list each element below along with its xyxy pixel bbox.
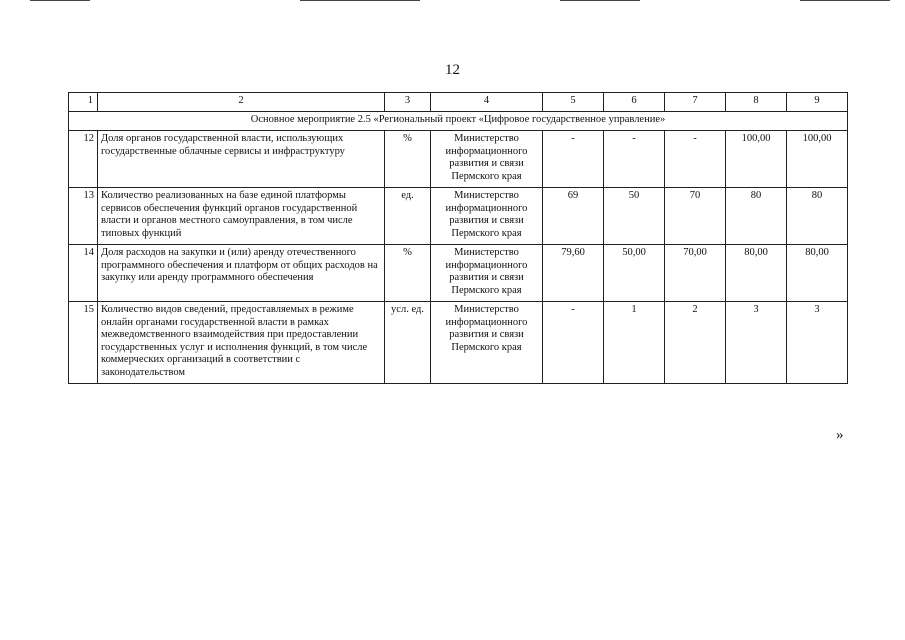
value-cell: 70,00 — [665, 245, 726, 302]
header-cell: 4 — [431, 93, 543, 112]
value-cell: - — [543, 131, 604, 188]
section-title: Основное мероприятие 2.5 «Региональный проект «Цифровое государственное управление» — [69, 112, 848, 131]
indicator-name: Доля органов государственной власти, использующих государственные облачные сервисы и инфраструктуру — [98, 131, 385, 188]
header-cell: 1 — [69, 93, 98, 112]
value-cell: 80,00 — [787, 245, 848, 302]
unit-cell: ед. — [385, 188, 431, 245]
table-row — [69, 302, 848, 384]
table-row — [69, 245, 848, 302]
value-cell: 70 — [665, 188, 726, 245]
header-cell: 8 — [726, 93, 787, 112]
value-cell: 2 — [665, 302, 726, 384]
scan-edge-line — [30, 0, 90, 1]
value-cell: 50,00 — [604, 245, 665, 302]
unit-cell: % — [385, 245, 431, 302]
header-cell: 9 — [787, 93, 848, 112]
row-number: 12 — [69, 131, 98, 188]
row-number: 14 — [69, 245, 98, 302]
scan-edge-line — [560, 0, 640, 1]
unit-cell: % — [385, 131, 431, 188]
table-row — [69, 131, 848, 188]
scan-edge-line — [800, 0, 890, 1]
indicator-name: Доля расходов на закупки и (или) аренду отечественного программного обеспечения и платформ от общих расходов на закупку или аренду программного обеспечения — [98, 245, 385, 302]
header-cell: 7 — [665, 93, 726, 112]
value-cell: - — [543, 302, 604, 384]
scan-edge-line — [300, 0, 420, 1]
section-row — [69, 112, 848, 131]
executor-cell: Министерство информационного развития и связи Пермского края — [431, 188, 543, 245]
value-cell: - — [665, 131, 726, 188]
table-row — [69, 188, 848, 245]
header-cell: 6 — [604, 93, 665, 112]
header-cell: 3 — [385, 93, 431, 112]
value-cell: 79,60 — [543, 245, 604, 302]
row-number: 13 — [69, 188, 98, 245]
header-row — [69, 93, 848, 112]
indicators-table — [68, 92, 848, 384]
header-cell: 5 — [543, 93, 604, 112]
header-cell: 2 — [98, 93, 385, 112]
value-cell: 80,00 — [726, 245, 787, 302]
row-number: 15 — [69, 302, 98, 384]
value-cell: 80 — [787, 188, 848, 245]
unit-cell: усл. ед. — [385, 302, 431, 384]
value-cell: 80 — [726, 188, 787, 245]
value-cell: 100,00 — [787, 131, 848, 188]
closing-quote: » — [836, 427, 844, 443]
indicator-name: Количество реализованных на базе единой платформы сервисов обеспечения функций органов государственной власти и органов местного самоуправления, в том числе типовых функций — [98, 188, 385, 245]
executor-cell: Министерство информационного развития и связи Пермского края — [431, 302, 543, 384]
value-cell: 50 — [604, 188, 665, 245]
value-cell: 100,00 — [726, 131, 787, 188]
executor-cell: Министерство информационного развития и связи Пермского края — [431, 245, 543, 302]
value-cell: 3 — [726, 302, 787, 384]
value-cell: 1 — [604, 302, 665, 384]
indicator-name: Количество видов сведений, предоставляемых в режиме онлайн органами государственной власти в рамках межведомственного взаимодействия при предоставлении государственных услуг и исполнения функций, в том числе коммерческих организаций в соответствии с законодательством — [98, 302, 385, 384]
page-number: 12 — [445, 62, 460, 78]
executor-cell: Министерство информационного развития и связи Пермского края — [431, 131, 543, 188]
value-cell: 3 — [787, 302, 848, 384]
value-cell: - — [604, 131, 665, 188]
value-cell: 69 — [543, 188, 604, 245]
